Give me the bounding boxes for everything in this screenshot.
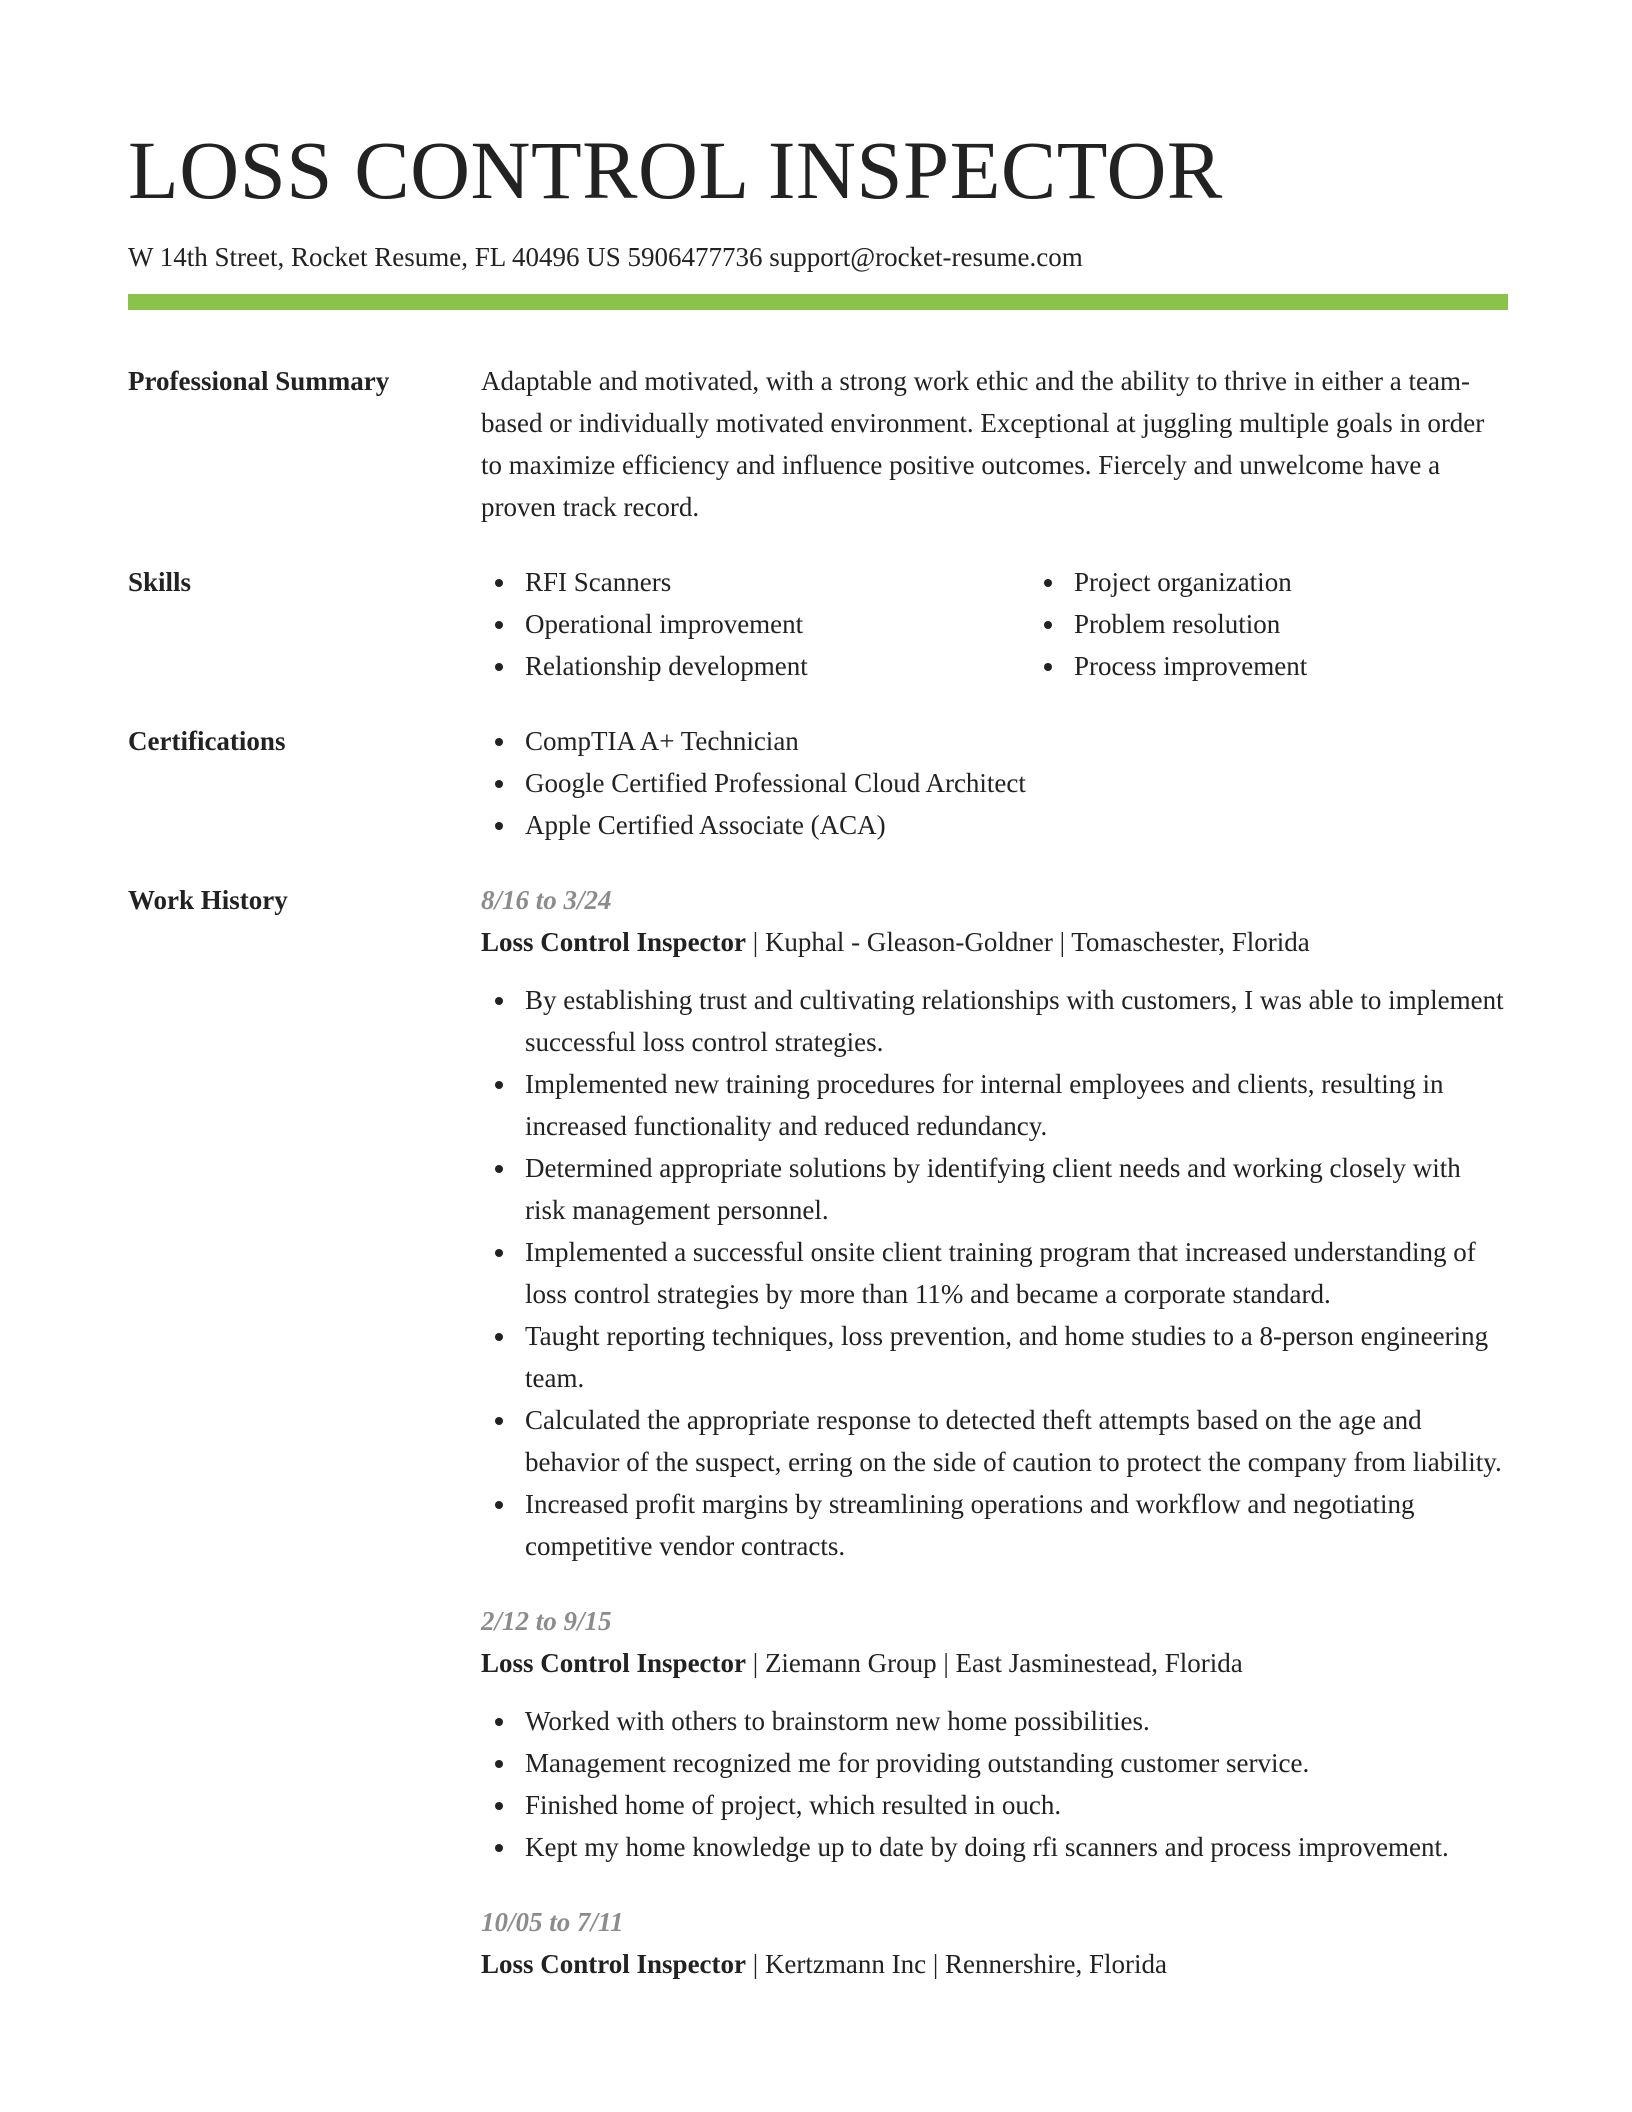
job-company: Ziemann Group bbox=[764, 1648, 937, 1678]
job-bullet: Implemented a successful onsite client training program that increased understanding of loss control strategies by more than 11% and became a corporate standard. bbox=[525, 1231, 1508, 1315]
contact-email: support@rocket-resume.com bbox=[769, 242, 1083, 272]
work-history-label: Work History bbox=[128, 885, 288, 915]
skill-item: Operational improvement bbox=[525, 603, 1030, 645]
contact-phone: 5906477736 bbox=[627, 242, 763, 272]
job-company: Kuphal - Gleason-Goldner bbox=[764, 927, 1053, 957]
contact-address: W 14th Street, Rocket Resume, FL 40496 US bbox=[128, 242, 621, 272]
skill-item: Relationship development bbox=[525, 645, 1030, 687]
skills-column-left bbox=[481, 561, 1030, 687]
certification-item: Apple Certified Associate (ACA) bbox=[525, 804, 1508, 846]
skill-item: RFI Scanners bbox=[525, 561, 1030, 603]
resume-page bbox=[128, 0, 1508, 1985]
certifications-body bbox=[481, 720, 1508, 846]
job-bullet: Determined appropriate solutions by identifying client needs and working closely with risk management personnel. bbox=[525, 1147, 1508, 1231]
certification-item: Google Certified Professional Cloud Architect bbox=[525, 762, 1508, 804]
resume-name: LOSS CONTROL INSPECTOR bbox=[128, 124, 1223, 216]
job-bullets bbox=[481, 979, 1508, 1567]
job-bullet: Finished home of project, which resulted in ouch. bbox=[525, 1784, 1508, 1826]
job-bullet: Implemented new training procedures for internal employees and clients, resulting in increased functionality and reduced redundancy. bbox=[525, 1063, 1508, 1147]
skill-item: Problem resolution bbox=[1074, 603, 1579, 645]
certifications-label: Certifications bbox=[128, 726, 286, 756]
summary-label: Professional Summary bbox=[128, 366, 390, 396]
job-location: East Jasminestead, Florida bbox=[955, 1648, 1243, 1678]
work-history-body bbox=[481, 879, 1508, 1985]
job-company: Kertzmann Inc bbox=[764, 1949, 927, 1979]
job-location: Tomaschester, Florida bbox=[1071, 927, 1310, 957]
job-entry bbox=[481, 879, 1508, 1567]
skills-section bbox=[128, 561, 1508, 687]
summary-section bbox=[128, 360, 1508, 528]
skills-column-right bbox=[1030, 561, 1579, 687]
work-history-section bbox=[128, 879, 1508, 1985]
job-heading: Loss Control Inspector | Kuphal - Gleason-Goldner | Tomaschester, Florida bbox=[481, 927, 1310, 957]
job-heading: Loss Control Inspector | Kertzmann Inc | Rennershire, Florida bbox=[481, 1949, 1167, 1979]
header-divider bbox=[128, 294, 1508, 310]
skills-grid bbox=[481, 561, 1579, 687]
job-dates: 8/16 to 3/24 bbox=[481, 885, 612, 915]
job-bullet: Increased profit margins by streamlining operations and workflow and negotiating competitive vendor contracts. bbox=[525, 1483, 1508, 1567]
job-bullet: Taught reporting techniques, loss prevention, and home studies to a 8-person engineering team. bbox=[525, 1315, 1508, 1399]
job-bullet: Kept my home knowledge up to date by doing rfi scanners and process improvement. bbox=[525, 1826, 1508, 1868]
job-bullet: Worked with others to brainstorm new home possibilities. bbox=[525, 1700, 1508, 1742]
job-bullet: Calculated the appropriate response to detected theft attempts based on the age and behavior of the suspect, erring on the side of caution to protect the company from liability. bbox=[525, 1399, 1508, 1483]
job-bullet: Management recognized me for providing outstanding customer service. bbox=[525, 1742, 1508, 1784]
skill-item: Project organization bbox=[1074, 561, 1579, 603]
job-location: Rennershire, Florida bbox=[945, 1949, 1167, 1979]
job-heading: Loss Control Inspector | Ziemann Group | East Jasminestead, Florida bbox=[481, 1648, 1243, 1678]
job-title: Loss Control Inspector bbox=[481, 927, 747, 957]
job-title: Loss Control Inspector bbox=[481, 1949, 747, 1979]
contact-line bbox=[128, 240, 1508, 274]
certifications-list bbox=[481, 720, 1508, 846]
certification-item: CompTIA A+ Technician bbox=[525, 720, 1508, 762]
job-title: Loss Control Inspector bbox=[481, 1648, 747, 1678]
job-dates: 2/12 to 9/15 bbox=[481, 1606, 612, 1636]
summary-text: Adaptable and motivated, with a strong work ethic and the ability to thrive in either a team-based or individually motivated environment. Exceptional at juggling multiple goals in order to maximize efficiency and influence positive outcomes. Fiercely and unwelcome have a proven track record. bbox=[481, 366, 1485, 522]
job-bullet: By establishing trust and cultivating relationships with customers, I was able to implement successful loss control strategies. bbox=[525, 979, 1508, 1063]
certifications-section bbox=[128, 720, 1508, 846]
job-entry bbox=[481, 1901, 1508, 1985]
job-bullets bbox=[481, 1700, 1508, 1868]
skills-label: Skills bbox=[128, 567, 192, 597]
job-entry bbox=[481, 1600, 1508, 1868]
job-dates: 10/05 to 7/11 bbox=[481, 1907, 624, 1937]
skill-item: Process improvement bbox=[1074, 645, 1579, 687]
